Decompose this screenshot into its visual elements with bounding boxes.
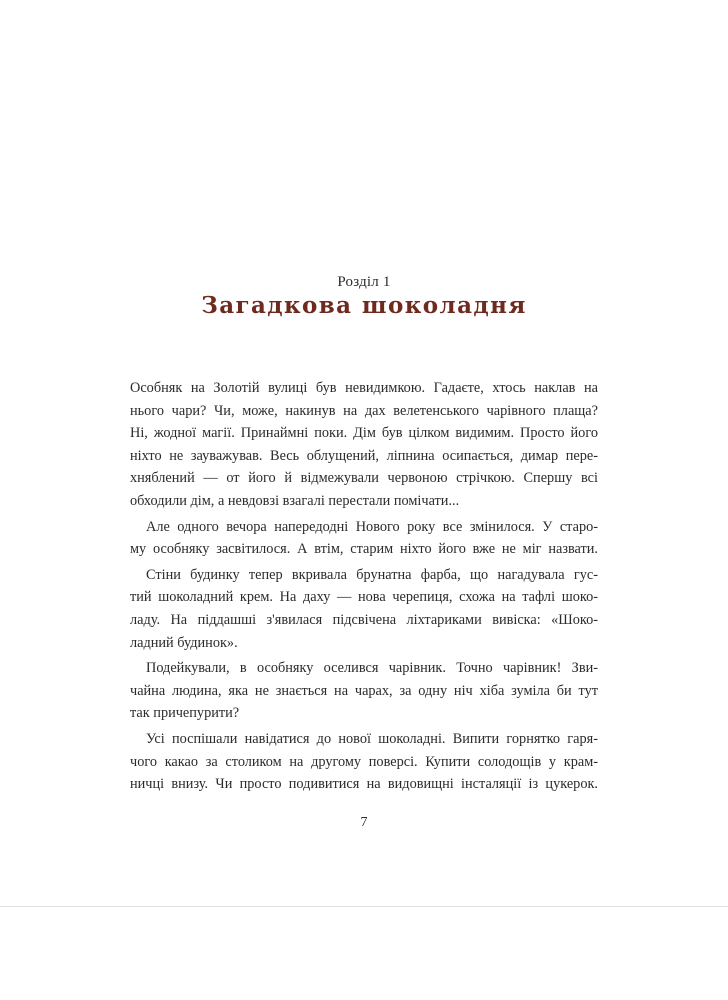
text-line: Але одного вечора напередодні Нового року все змінилося. У старо- <box>146 518 598 535</box>
text-line: Ні, жодної магії. Принаймні поки. Дім був цілком видимим. Просто його <box>130 425 598 442</box>
body-text <box>130 377 598 799</box>
text-line: чого какао за столиком на другому поверсі. Купити солодощів у крам- <box>130 753 598 770</box>
paragraph-2 <box>130 516 598 561</box>
text-line: му особняку засвітилося. А втім, старим ніхто його вже не міг назвати. <box>130 541 598 558</box>
paragraph-4 <box>130 657 598 725</box>
page-number: 7 <box>360 815 368 830</box>
text-line: Подейкували, в особняку оселився чарівник. Точно чарівник! Зви- <box>146 660 598 677</box>
text-line: ладу. На піддашші з'явилася підсвічена ліхтариками вивіска: «Шоко- <box>130 611 598 628</box>
text-line: тий шоколадний крем. На даху — нова черепиця, схожа на тафлі шоко- <box>130 589 598 606</box>
text-line: Стіни будинку тепер вкривала брунатна фарба, що нагадувала гус- <box>146 566 598 583</box>
text-line: Усі поспішали навідатися до нової шоколадні. Випити горнятко гаря- <box>146 730 598 747</box>
text-line: ладний будинок». <box>130 634 238 651</box>
paragraph-3 <box>130 564 598 654</box>
chapter-title: Загадкова шоколадня <box>201 292 527 319</box>
text-line: хняблений — от його й відмежували червоною стрічкою. Спершу всі <box>130 470 598 487</box>
text-line: так причепурити? <box>130 705 240 722</box>
text-line: обходили дім, а невдовзі взагалі перестали помічати... <box>130 492 460 509</box>
text-line: чайна людина, яка не знається на чарах, за одну ніч хіба зуміла би тут <box>130 682 598 699</box>
divider <box>0 906 728 907</box>
text-line: ніхто не зауважував. Весь облущений, ліпнина осипається, димар пере- <box>130 447 598 464</box>
chapter-label: Розділ 1 <box>337 274 391 290</box>
text-line: ничці внизу. Чи просто подивитися на видовищні інсталяції із цукерок. <box>130 776 598 793</box>
text-line: нього чари? Чи, може, накинув на дах велетенського чарівного плаща? <box>130 402 598 419</box>
text-line: Особняк на Золотій вулиці був невидимкою. Гадаєте, хтось наклав на <box>130 380 598 396</box>
paragraph-5 <box>130 728 598 796</box>
paragraph-1 <box>130 377 598 513</box>
